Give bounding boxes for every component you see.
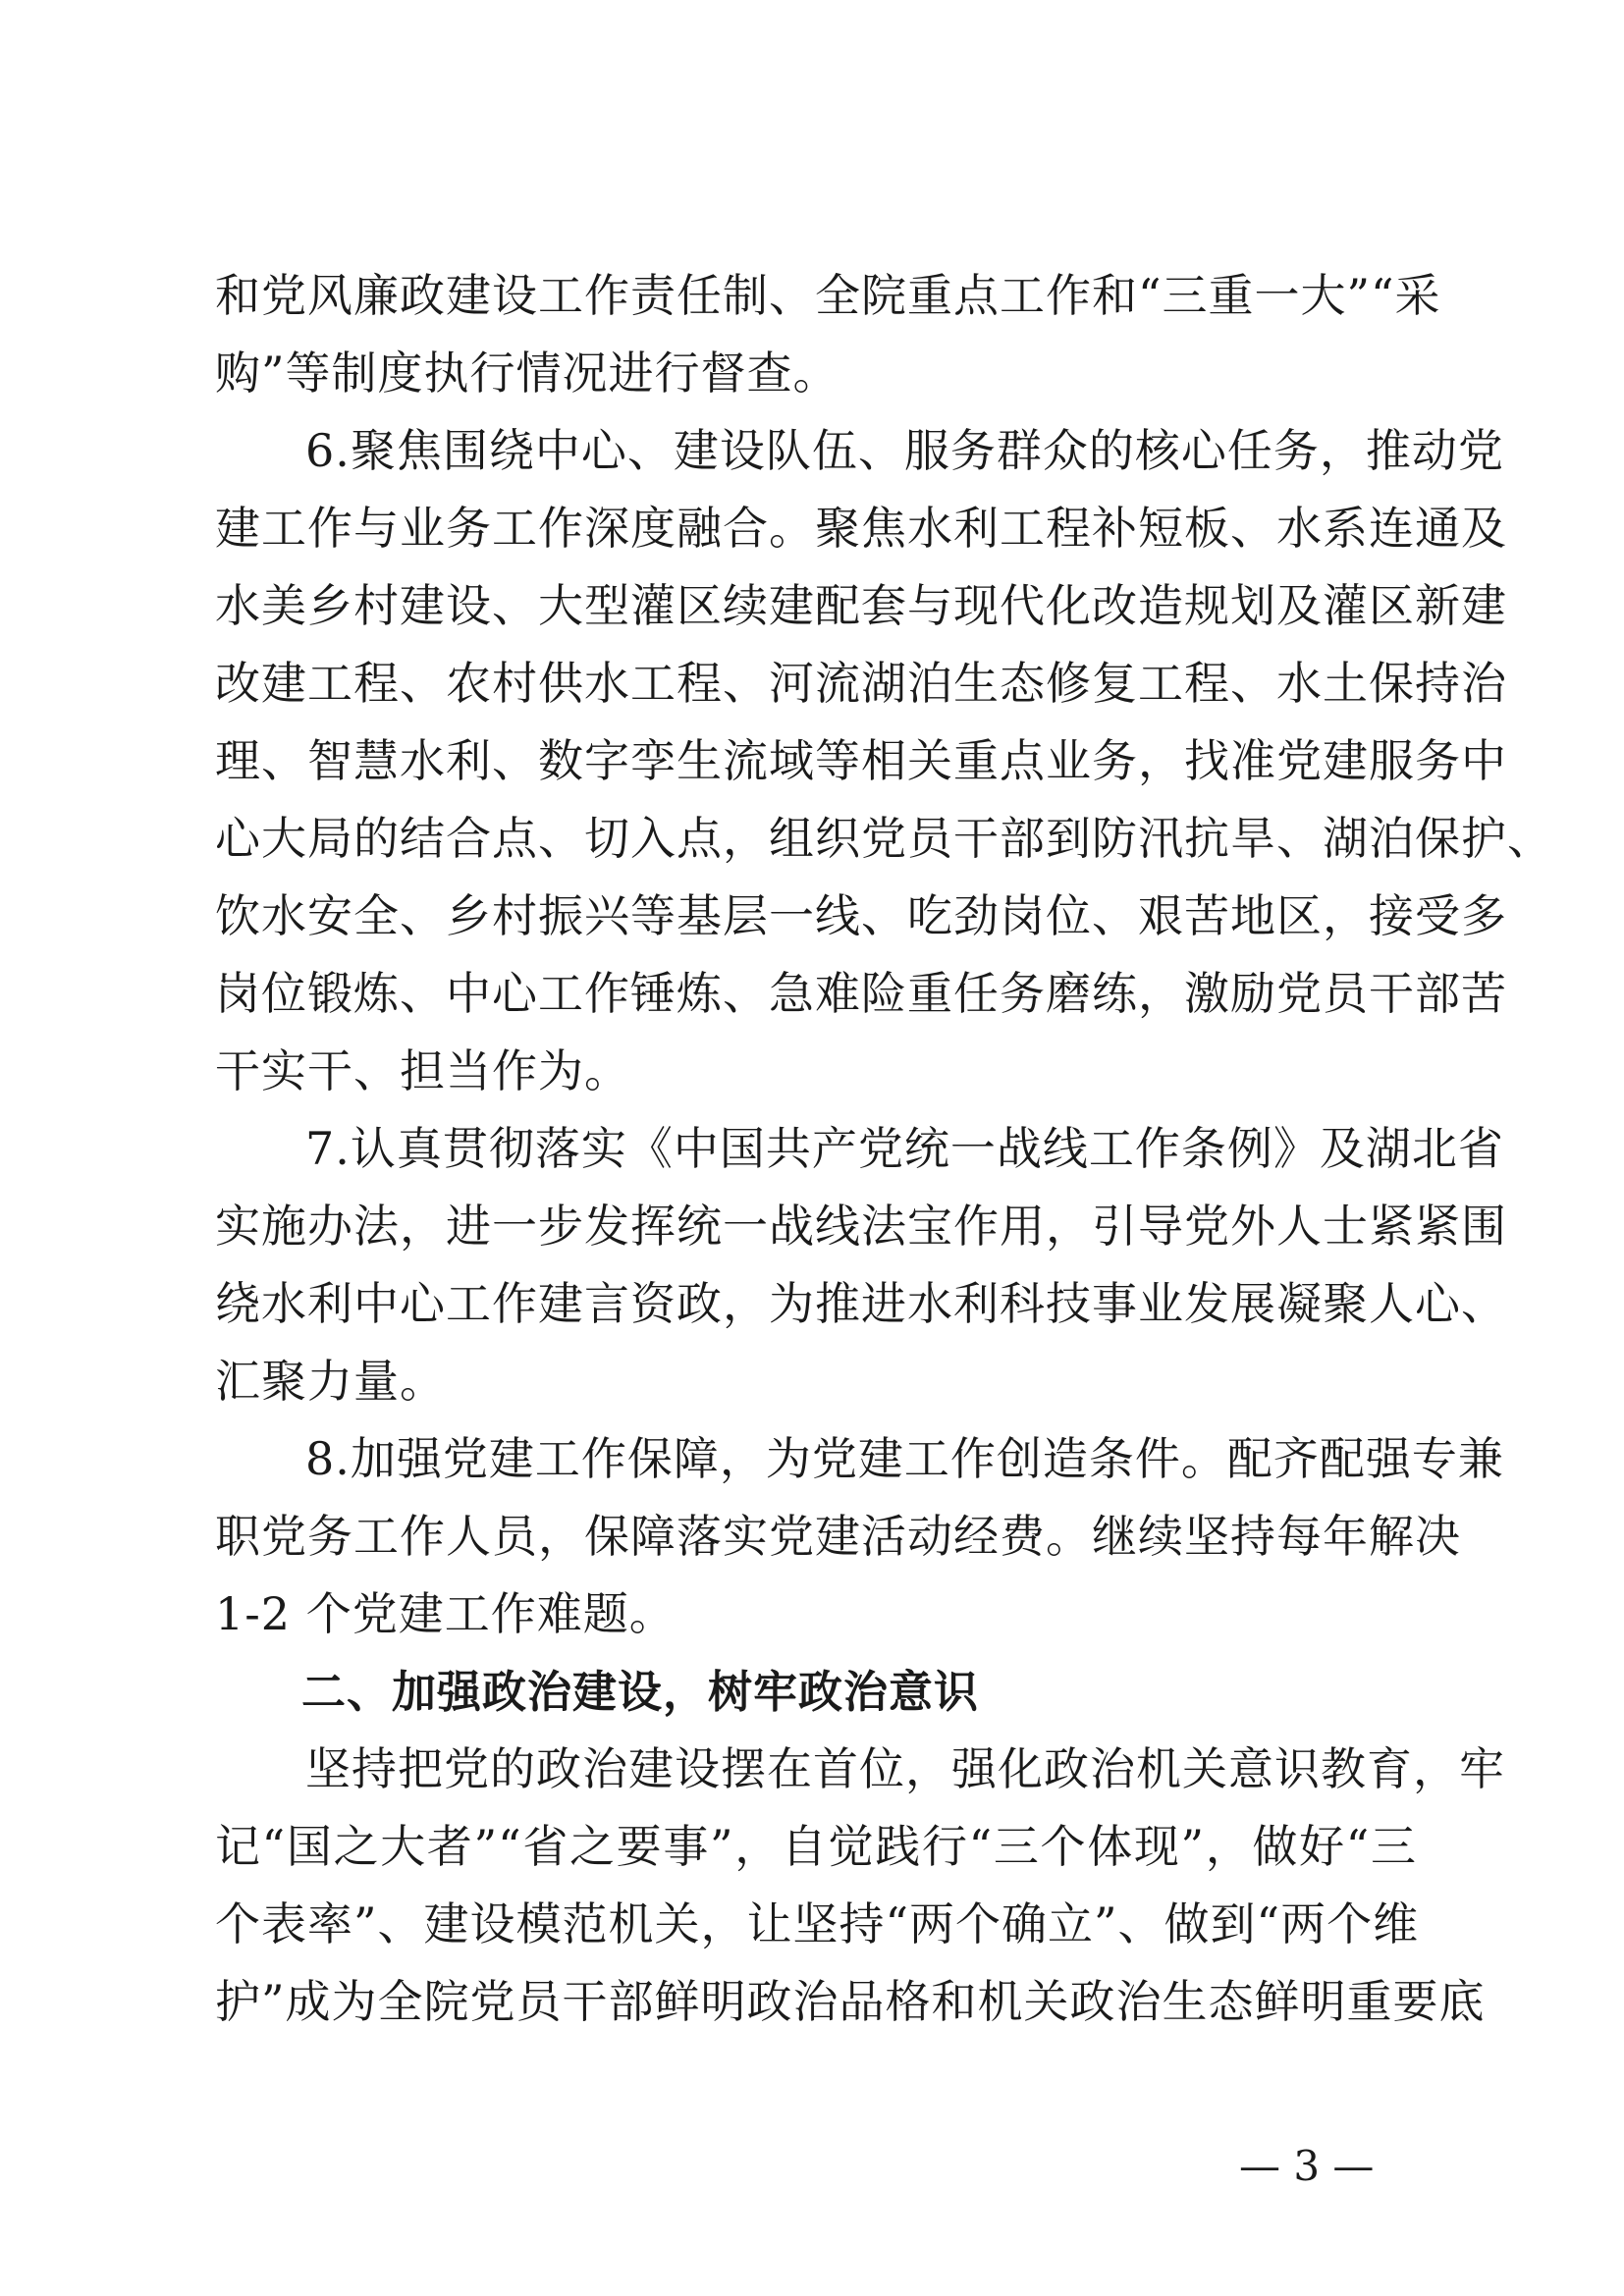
paragraph-line: 岗位锻炼、中心工作锤炼、急难险重任务磨练，激励党员干部苦: [215, 967, 1507, 1020]
paragraph-line: 个表率”、建设模范机关，让坚持“两个确立”、做到“两个维: [215, 1897, 1420, 1950]
page-number: — 3 —: [1239, 2142, 1375, 2190]
paragraph-line: 心大局的结合点、切入点，组织党员干部到防汛抗旱、湖泊保护、: [215, 812, 1553, 865]
paragraph-line: 改建工程、农村供水工程、河流湖泊生态修复工程、水土保持治: [215, 657, 1507, 710]
paragraph-line: 1-2 个党建工作难题。: [215, 1587, 676, 1640]
document-body: [215, 257, 1553, 2041]
paragraph-line: 护”成为全院党员干部鲜明政治品格和机关政治生态鲜明重要底: [215, 1975, 1486, 2028]
paragraph-line: 建工作与业务工作深度融合。聚焦水利工程补短板、水系连通及: [215, 502, 1507, 555]
paragraph-line: 水美乡村建设、大型灌区续建配套与现代化改造规划及灌区新建: [215, 579, 1507, 632]
paragraph-line: 职党务工作人员，保障落实党建活动经费。继续坚持每年解决: [215, 1510, 1461, 1563]
paragraph-line: 8.加强党建工作保障，为党建工作创造条件。配齐配强专兼: [305, 1432, 1504, 1485]
paragraph-line: 饮水安全、乡村振兴等基层一线、吃劲岗位、艰苦地区，接受多: [215, 889, 1507, 942]
paragraph-line: 购”等制度执行情况进行督查。: [215, 347, 839, 400]
paragraph-line: 汇聚力量。: [215, 1355, 446, 1408]
paragraph-line: 理、智慧水利、数字孪生流域等相关重点业务，找准党建服务中: [215, 734, 1507, 787]
paragraph-line: 6.聚焦围绕中心、建设队伍、服务群众的核心任务，推动党: [305, 424, 1504, 477]
paragraph-line: 7.认真贯彻落实《中国共产党统一战线工作条例》及湖北省: [305, 1122, 1504, 1175]
paragraph-line: 和党风廉政建设工作责任制、全院重点工作和“三重一大”“采: [215, 269, 1441, 322]
paragraph-line: 绕水利中心工作建言资政，为推进水利科技事业发展凝聚人心、: [215, 1277, 1507, 1330]
paragraph-line: 干实干、担当作为。: [215, 1044, 630, 1097]
paragraph-line: 记“国之大者”“省之要事”，自觉践行“三个体现”，做好“三: [215, 1820, 1417, 1873]
paragraph-line: 坚持把党的政治建设摆在首位，强化政治机关意识教育，牢: [305, 1742, 1505, 1795]
section-heading: 二、加强政治建设，树牢政治意识: [301, 1666, 980, 1718]
paragraph-line: 实施办法，进一步发挥统一战线法宝作用，引导党外人士紧紧围: [215, 1200, 1507, 1253]
